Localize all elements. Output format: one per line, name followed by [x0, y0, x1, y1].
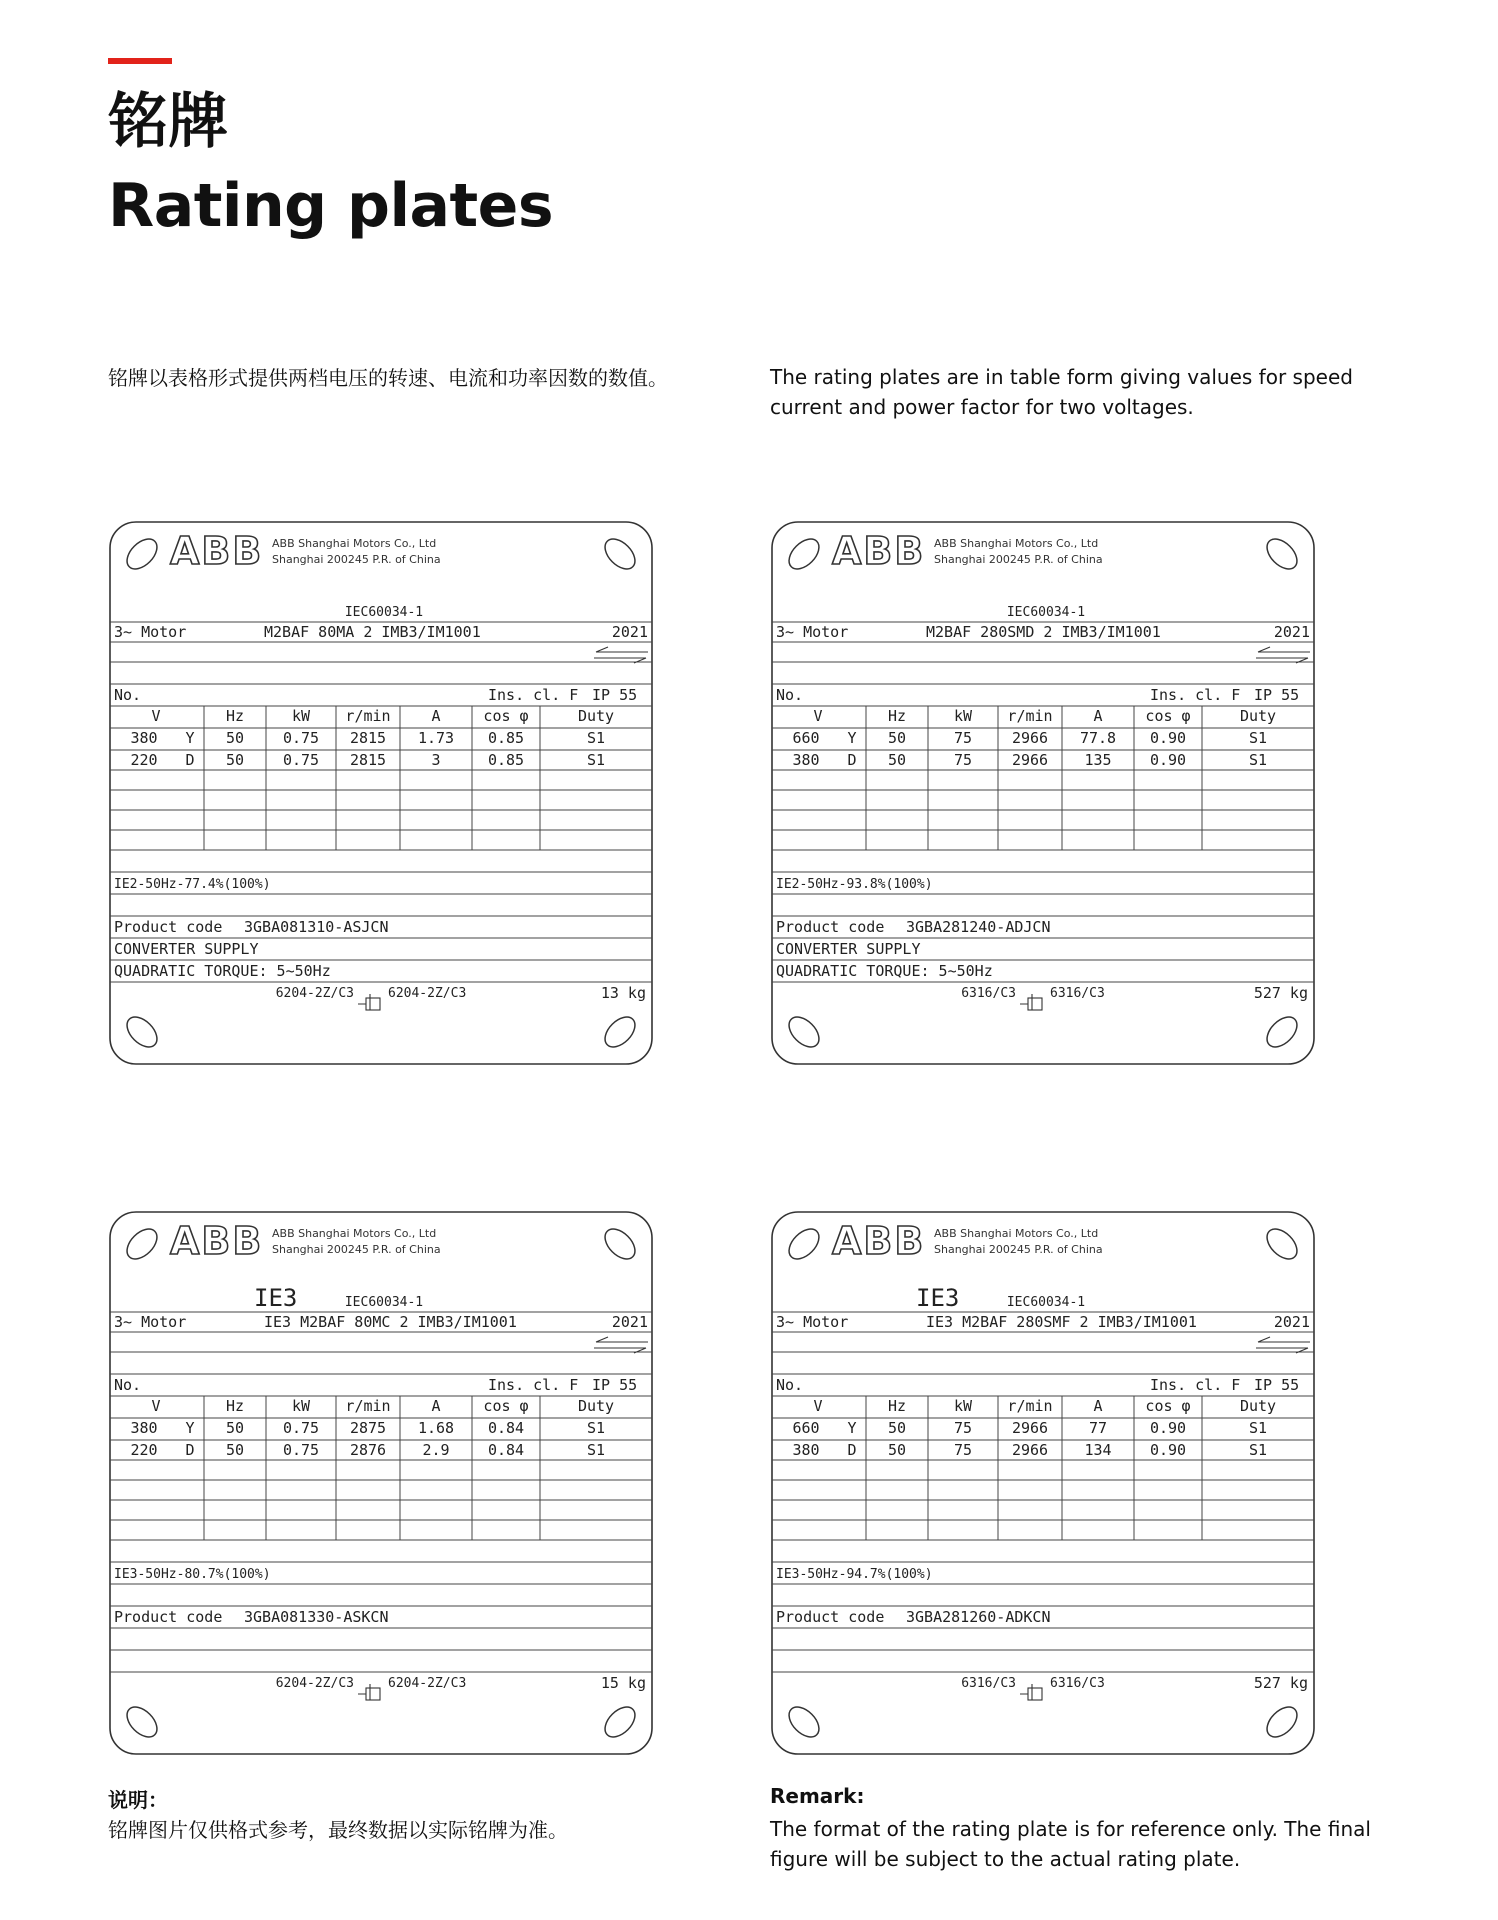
- mounting-hole: [599, 1701, 640, 1742]
- manufacturer-address: [272, 536, 441, 568]
- abb-logo: ABB: [170, 1219, 264, 1263]
- row1-voltage: 660: [792, 729, 820, 747]
- motor-type: 3~ Motor: [114, 1313, 187, 1331]
- bearing-de: 6316/C3: [961, 1676, 1016, 1691]
- row1-hz: 50: [225, 729, 245, 747]
- maker-line-2: Shanghai 200245 P.R. of China: [272, 553, 441, 566]
- row1-rpm: 2966: [1011, 1419, 1049, 1437]
- bearing-nde: 6316/C3: [1050, 1676, 1105, 1691]
- row1-kw: 0.75: [282, 1419, 320, 1437]
- col-header-v: V: [151, 707, 161, 725]
- serial-no-label: No.: [114, 686, 142, 704]
- model-designation: M2BAF 80MA 2 IMB3/IM1001: [264, 623, 481, 641]
- col-header-amps: A: [431, 707, 441, 725]
- row1-cos-phi: 0.85: [487, 729, 525, 747]
- row1-connection: Y: [847, 1419, 857, 1437]
- row2-voltage: 380: [792, 1441, 820, 1459]
- manufacture-year: 2021: [1273, 623, 1310, 641]
- ie-class-label: IE3: [916, 1284, 960, 1312]
- row1-voltage: 380: [130, 1419, 158, 1437]
- row1-voltage: 660: [792, 1419, 820, 1437]
- row1-duty: S1: [1248, 729, 1268, 747]
- model-designation: M2BAF 280SMD 2 IMB3/IM1001: [926, 623, 1161, 641]
- mounting-hole: [783, 533, 824, 574]
- col-header-rpm: r/min: [1007, 1397, 1053, 1415]
- torque-range: QUADRATIC TORQUE: 5~50Hz: [114, 962, 331, 980]
- row1-kw: 75: [953, 729, 973, 747]
- product-code-label: Product code: [114, 1608, 223, 1626]
- motor-weight: 13 kg: [600, 984, 646, 1002]
- manufacturer-address: [934, 1226, 1103, 1258]
- plate-frame: [770, 520, 1316, 1066]
- rotation-arrow-icon: [1256, 647, 1310, 663]
- row2-rpm: 2876: [349, 1441, 387, 1459]
- bearing-icon: [358, 1684, 380, 1700]
- product-code: 3GBA281260-ADKCN: [906, 1608, 1051, 1626]
- intro-text-zh: 铭牌以表格形式提供两档电压的转速、电流和功率因数的数值。: [108, 366, 668, 390]
- product-code: 3GBA081330-ASKCN: [244, 1608, 389, 1626]
- rating-plate-3: [108, 1210, 654, 1756]
- row1-rpm: 2875: [349, 1419, 387, 1437]
- mounting-hole: [121, 533, 162, 574]
- maker-line-2: Shanghai 200245 P.R. of China: [272, 1243, 441, 1256]
- rotation-arrow-icon: [594, 647, 648, 663]
- rating-plate-2: [770, 520, 1316, 1066]
- col-header-cos-phi: cos φ: [1145, 707, 1191, 725]
- row1-amps: 77.8: [1079, 729, 1117, 747]
- row2-kw: 0.75: [282, 751, 320, 769]
- converter-supply: CONVERTER SUPPLY: [776, 940, 921, 958]
- bearing-de: 6316/C3: [961, 986, 1016, 1001]
- motor-type: 3~ Motor: [114, 623, 187, 641]
- row2-amps: 3: [431, 751, 441, 769]
- row1-duty: S1: [586, 729, 606, 747]
- row1-cos-phi: 0.84: [487, 1419, 525, 1437]
- ip-rating: IP 55: [1254, 1376, 1300, 1394]
- product-code-label: Product code: [776, 1608, 885, 1626]
- mounting-hole: [1261, 1701, 1302, 1742]
- standard-label: IEC60034-1: [1006, 1295, 1086, 1310]
- bearing-icon: [1020, 994, 1042, 1010]
- mounting-hole: [121, 1011, 162, 1052]
- row1-amps: 1.68: [417, 1419, 455, 1437]
- row1-rpm: 2815: [349, 729, 387, 747]
- maker-line-2: Shanghai 200245 P.R. of China: [934, 1243, 1103, 1256]
- row2-hz: 50: [887, 751, 907, 769]
- motor-type: 3~ Motor: [776, 623, 849, 641]
- rating-plate-4: [770, 1210, 1316, 1756]
- mounting-hole: [599, 1011, 640, 1052]
- col-header-v: V: [813, 707, 823, 725]
- abb-logo: ABB: [170, 529, 264, 573]
- col-header-v: V: [151, 1397, 161, 1415]
- row2-cos-phi: 0.85: [487, 751, 525, 769]
- row2-connection: D: [185, 1441, 195, 1459]
- insulation-class: Ins. cl. F: [488, 686, 579, 704]
- row2-duty: S1: [1248, 1441, 1268, 1459]
- col-header-cos-phi: cos φ: [483, 707, 529, 725]
- remark-label-zh: 说明：: [108, 1788, 168, 1812]
- mounting-hole: [599, 533, 640, 574]
- col-header-rpm: r/min: [1007, 707, 1053, 725]
- manufacture-year: 2021: [611, 1313, 648, 1331]
- page-title-en: Rating plates: [108, 171, 554, 241]
- manufacture-year: 2021: [611, 623, 648, 641]
- col-header-amps: A: [1093, 1397, 1103, 1415]
- row2-rpm: 2815: [349, 751, 387, 769]
- product-code: 3GBA281240-ADJCN: [906, 918, 1051, 936]
- row2-connection: D: [185, 751, 195, 769]
- efficiency-class: IE2-50Hz-93.8%(100%): [776, 877, 933, 892]
- insulation-class: Ins. cl. F: [1150, 1376, 1241, 1394]
- col-header-duty: Duty: [1239, 707, 1277, 725]
- page-title-zh: 铭牌: [108, 87, 228, 157]
- row1-kw: 0.75: [282, 729, 320, 747]
- mounting-hole: [783, 1011, 824, 1052]
- standard-label: IEC60034-1: [344, 1295, 424, 1310]
- row1-kw: 75: [953, 1419, 973, 1437]
- row2-voltage: 380: [792, 751, 820, 769]
- row1-rpm: 2966: [1011, 729, 1049, 747]
- row1-amps: 77: [1088, 1419, 1108, 1437]
- serial-no-label: No.: [776, 686, 804, 704]
- plate-frame: [108, 1210, 654, 1756]
- row1-cos-phi: 0.90: [1149, 729, 1187, 747]
- col-header-v: V: [813, 1397, 823, 1415]
- row1-duty: S1: [586, 1419, 606, 1437]
- col-header-kw: kW: [953, 707, 973, 725]
- row2-rpm: 2966: [1011, 1441, 1049, 1459]
- red-accent-bar: [108, 58, 172, 64]
- mounting-hole: [599, 1223, 640, 1264]
- col-header-duty: Duty: [1239, 1397, 1277, 1415]
- intro-text-en: The rating plates are in table form giving values for speed current and power factor for two voltages.: [770, 365, 1353, 419]
- row1-cos-phi: 0.90: [1149, 1419, 1187, 1437]
- row1-connection: Y: [185, 1419, 195, 1437]
- manufacture-year: 2021: [1273, 1313, 1310, 1331]
- product-code: 3GBA081310-ASJCN: [244, 918, 389, 936]
- row2-cos-phi: 0.90: [1149, 1441, 1187, 1459]
- bearing-de: 6204-2Z/C3: [275, 1676, 354, 1691]
- col-header-amps: A: [431, 1397, 441, 1415]
- mounting-hole: [1261, 1223, 1302, 1264]
- product-code-label: Product code: [114, 918, 223, 936]
- row2-hz: 50: [225, 1441, 245, 1459]
- mounting-hole: [1261, 533, 1302, 574]
- row2-kw: 0.75: [282, 1441, 320, 1459]
- col-header-hz: Hz: [225, 707, 245, 725]
- efficiency-class: IE2-50Hz-77.4%(100%): [114, 877, 271, 892]
- mounting-hole: [1261, 1011, 1302, 1052]
- ip-rating: IP 55: [592, 1376, 638, 1394]
- row2-kw: 75: [953, 1441, 973, 1459]
- col-header-kw: kW: [291, 1397, 311, 1415]
- bearing-nde: 6204-2Z/C3: [388, 1676, 467, 1691]
- row1-amps: 1.73: [417, 729, 455, 747]
- plate-frame: [108, 520, 654, 1066]
- serial-no-label: No.: [776, 1376, 804, 1394]
- bearing-nde: 6316/C3: [1050, 986, 1105, 1001]
- col-header-cos-phi: cos φ: [483, 1397, 529, 1415]
- row2-amps: 135: [1084, 751, 1112, 769]
- abb-logo: ABB: [832, 529, 926, 573]
- bearing-icon: [358, 994, 380, 1010]
- row2-cos-phi: 0.90: [1149, 751, 1187, 769]
- row2-hz: 50: [887, 1441, 907, 1459]
- remark-text-en: The format of the rating plate is for reference only. The final figure will be subject to the actual rating plate.: [770, 1817, 1371, 1871]
- col-header-duty: Duty: [577, 1397, 615, 1415]
- row1-voltage: 380: [130, 729, 158, 747]
- model-designation: IE3 M2BAF 80MC 2 IMB3/IM1001: [264, 1313, 517, 1331]
- maker-line-1: ABB Shanghai Motors Co., Ltd: [934, 1227, 1099, 1240]
- bearing-nde: 6204-2Z/C3: [388, 986, 467, 1001]
- manufacturer-address: [272, 1226, 441, 1258]
- standard-label: IEC60034-1: [1006, 605, 1086, 620]
- standard-label: IEC60034-1: [344, 605, 424, 620]
- ip-rating: IP 55: [592, 686, 638, 704]
- torque-range: QUADRATIC TORQUE: 5~50Hz: [776, 962, 993, 980]
- bearing-icon: [1020, 1684, 1042, 1700]
- row2-hz: 50: [225, 751, 245, 769]
- ip-rating: IP 55: [1254, 686, 1300, 704]
- rating-plate-1: [108, 520, 654, 1066]
- row2-duty: S1: [586, 751, 606, 769]
- mounting-hole: [121, 1701, 162, 1742]
- row2-voltage: 220: [130, 751, 158, 769]
- row1-hz: 50: [887, 729, 907, 747]
- row2-duty: S1: [1248, 751, 1268, 769]
- ie-class-label: IE3: [254, 1284, 298, 1312]
- mounting-hole: [783, 1701, 824, 1742]
- manufacturer-address: [934, 536, 1103, 568]
- row2-connection: D: [847, 751, 857, 769]
- motor-weight: 15 kg: [600, 1674, 646, 1692]
- motor-type: 3~ Motor: [776, 1313, 849, 1331]
- bearing-de: 6204-2Z/C3: [275, 986, 354, 1001]
- motor-weight: 527 kg: [1253, 1674, 1308, 1692]
- row2-kw: 75: [953, 751, 973, 769]
- col-header-hz: Hz: [225, 1397, 245, 1415]
- maker-line-2: Shanghai 200245 P.R. of China: [934, 553, 1103, 566]
- plate-frame: [770, 1210, 1316, 1756]
- efficiency-class: IE3-50Hz-94.7%(100%): [776, 1567, 933, 1582]
- row2-cos-phi: 0.84: [487, 1441, 525, 1459]
- row2-duty: S1: [586, 1441, 606, 1459]
- insulation-class: Ins. cl. F: [488, 1376, 579, 1394]
- col-header-hz: Hz: [887, 707, 907, 725]
- maker-line-1: ABB Shanghai Motors Co., Ltd: [934, 537, 1099, 550]
- row1-duty: S1: [1248, 1419, 1268, 1437]
- row1-hz: 50: [225, 1419, 245, 1437]
- col-header-cos-phi: cos φ: [1145, 1397, 1191, 1415]
- row2-amps: 134: [1084, 1441, 1112, 1459]
- col-header-kw: kW: [291, 707, 311, 725]
- remark-label-en: Remark:: [770, 1784, 865, 1808]
- converter-supply: CONVERTER SUPPLY: [114, 940, 259, 958]
- rotation-arrow-icon: [594, 1337, 648, 1353]
- mounting-hole: [783, 1223, 824, 1264]
- row2-connection: D: [847, 1441, 857, 1459]
- col-header-kw: kW: [953, 1397, 973, 1415]
- row1-hz: 50: [887, 1419, 907, 1437]
- col-header-rpm: r/min: [345, 1397, 391, 1415]
- row1-connection: Y: [847, 729, 857, 747]
- maker-line-1: ABB Shanghai Motors Co., Ltd: [272, 1227, 437, 1240]
- col-header-rpm: r/min: [345, 707, 391, 725]
- row2-voltage: 220: [130, 1441, 158, 1459]
- rotation-arrow-icon: [1256, 1337, 1310, 1353]
- mounting-hole: [121, 1223, 162, 1264]
- efficiency-class: IE3-50Hz-80.7%(100%): [114, 1567, 271, 1582]
- maker-line-1: ABB Shanghai Motors Co., Ltd: [272, 537, 437, 550]
- abb-logo: ABB: [832, 1219, 926, 1263]
- col-header-hz: Hz: [887, 1397, 907, 1415]
- col-header-amps: A: [1093, 707, 1103, 725]
- row2-rpm: 2966: [1011, 751, 1049, 769]
- serial-no-label: No.: [114, 1376, 142, 1394]
- row1-connection: Y: [185, 729, 195, 747]
- product-code-label: Product code: [776, 918, 885, 936]
- model-designation: IE3 M2BAF 280SMF 2 IMB3/IM1001: [926, 1313, 1197, 1331]
- motor-weight: 527 kg: [1253, 984, 1308, 1002]
- insulation-class: Ins. cl. F: [1150, 686, 1241, 704]
- col-header-duty: Duty: [577, 707, 615, 725]
- row2-amps: 2.9: [422, 1441, 450, 1459]
- remark-text-zh: 铭牌图片仅供格式参考，最终数据以实际铭牌为准。: [108, 1818, 568, 1842]
